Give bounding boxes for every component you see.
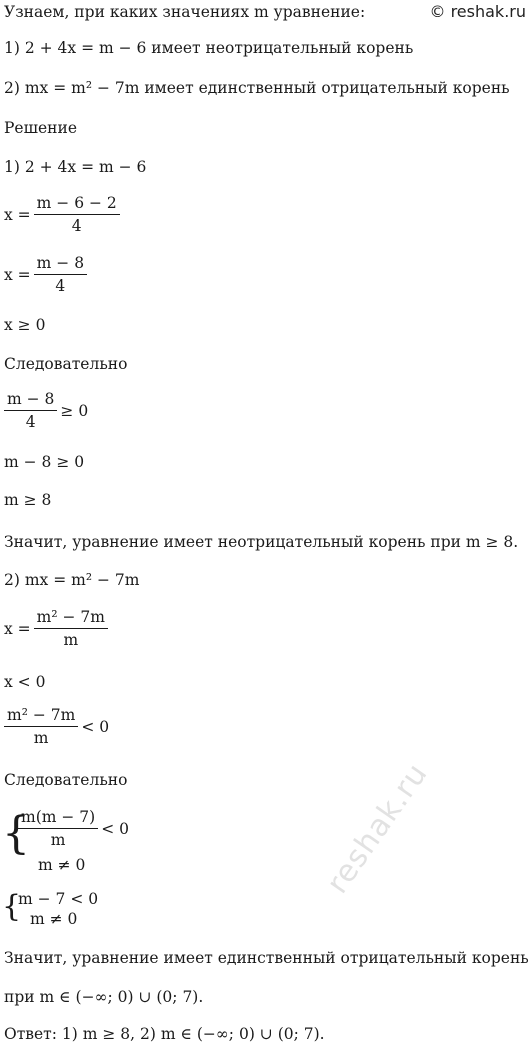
x-equals: x = [4,205,31,224]
fraction-numerator: m(m − 7) [18,808,98,829]
fraction-denominator: 4 [71,217,82,235]
fraction-denominator: m [50,831,66,849]
system2-line2: m ≠ 0 [30,910,78,928]
system1-line2: m ≠ 0 [38,856,86,874]
fraction-numerator: m − 6 − 2 [34,194,120,215]
fraction [4,706,78,747]
inequality-rhs: < 0 [81,717,110,736]
part1-conclusion: Значит, уравнение имеет неотрицательный корень при m ≥ 8. [4,533,519,551]
fraction [18,808,98,849]
fraction-denominator: m [63,631,79,649]
fraction [4,390,57,431]
part1-inequality-fraction [4,390,88,431]
fraction-denominator: 4 [55,277,66,295]
intro-text: Узнаем, при каких значениях m уравнение: [4,3,366,21]
inequality-rhs: ≥ 0 [60,401,89,420]
site-watermark: © reshak.ru [429,2,526,21]
system-brace-1: { [2,808,30,859]
solution-label: Решение [4,119,78,137]
part2-conclusion-line1: Значит, уравнение имеет единственный отрицательный корень [4,949,529,967]
part2-conclusion-line2: при m ∈ (−∞; 0) ∪ (0; 7). [4,988,204,1006]
answer-line: Ответ: 1) m ≥ 8, 2) m ∈ (−∞; 0) ∪ (0; 7). [4,1025,325,1043]
part2-x-fraction [4,608,111,649]
system2-line1: m − 7 < 0 [18,890,99,908]
part1-x-fraction-2 [4,254,90,295]
fraction-denominator: 4 [25,413,36,431]
x-equals: x = [4,619,31,638]
part1-equation: 1) 2 + 4x = m − 6 [4,158,147,176]
fraction [34,608,108,649]
fraction [34,254,87,295]
fraction-denominator: m [33,729,49,747]
fraction-numerator: m − 8 [4,390,57,411]
condition-2: 2) mx = m² − 7m имеет единственный отрицательный корень [4,79,510,97]
part2-equation: 2) mx = m² − 7m [4,571,140,589]
part1-therefore: Следовательно [4,355,128,373]
part1-inequality-2: m − 8 ≥ 0 [4,453,85,471]
part1-inequality-3: m ≥ 8 [4,491,52,509]
part2-therefore: Следовательно [4,771,128,789]
condition-1: 1) 2 + 4x = m − 6 имеет неотрицательный корень [4,39,414,57]
inequality-rhs: < 0 [101,819,129,838]
system-brace-2: { [2,889,22,924]
fraction [34,194,120,235]
part2-inequality-fraction [4,706,109,747]
fraction-numerator: m² − 7m [34,608,108,629]
part1-x-fraction-1 [4,194,123,235]
system1-line1 [18,808,129,849]
part2-x-condition: x < 0 [4,673,46,691]
x-equals: x = [4,265,31,284]
part1-x-condition: x ≥ 0 [4,316,46,334]
fraction-numerator: m² − 7m [4,706,78,727]
fraction-numerator: m − 8 [34,254,87,275]
diagonal-watermark: reshak.ru [320,756,435,901]
